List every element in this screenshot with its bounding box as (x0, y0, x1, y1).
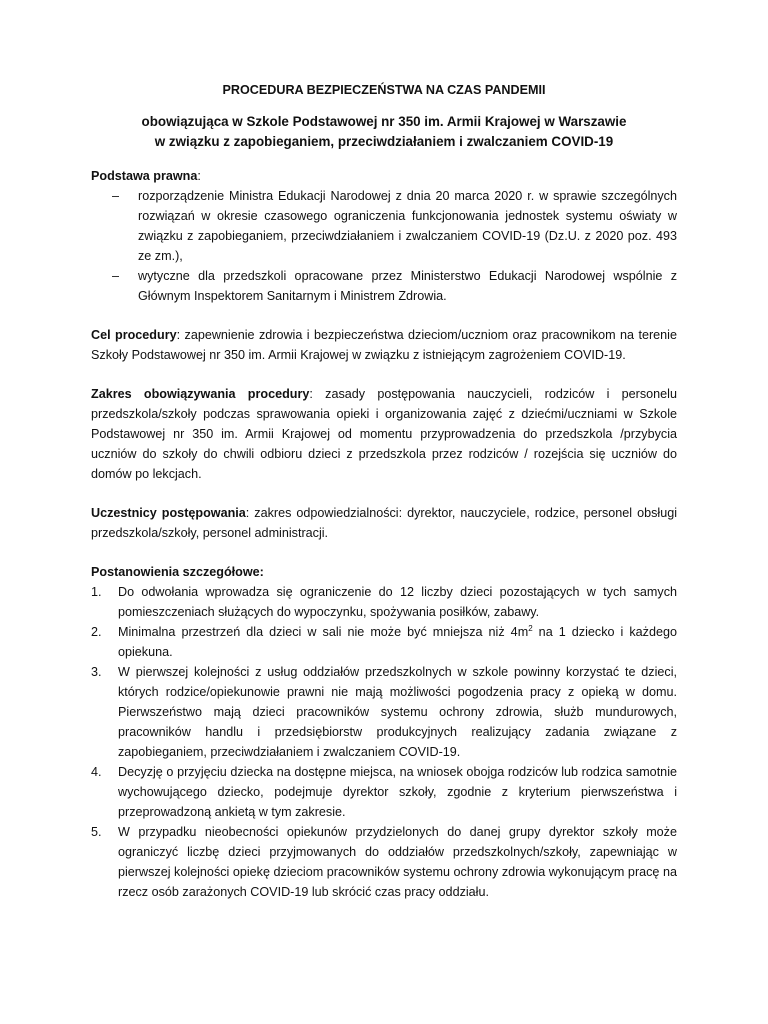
details-list (91, 582, 677, 902)
superscript-squared: 2 (528, 623, 533, 633)
details-heading: Postanowienia szczegółowe: (91, 565, 264, 579)
details-item-number: 3. (91, 665, 102, 679)
participants-paragraph (91, 503, 677, 543)
details-item-text (118, 625, 677, 659)
details-item (91, 662, 677, 762)
purpose-text: : zapewnienie zdrowia i bezpieczeństwa dzieciom/uczniom oraz pracownikom na terenie Szkoły Podstawowej nr 350 im. Armii Krajowej w związku z istniejącym zagrożeniem COVID-19. (91, 328, 677, 362)
details-item-number: 4. (91, 765, 102, 779)
document-title: PROCEDURA BEZPIECZEŃSTWA NA CZAS PANDEMII (222, 83, 546, 97)
details-item-text-after: na 1 dziecko i każdego opiekuna. (118, 625, 677, 659)
scope-paragraph (91, 384, 677, 484)
details-item (91, 622, 677, 662)
document-subtitle (91, 112, 677, 152)
details-item-text: Decyzję o przyjęciu dziecka na dostępne miejsca, na wniosek obojga rodziców lub rodzica samotnie wychowującego dziecko, podejmuje dyrektor szkoły, zgodnie z kryterium pierwszeństwa i przeprowadzoną ankietą w tym zakresie. (118, 765, 677, 819)
legal-basis-item-text: rozporządzenie Ministra Edukacji Narodowej z dnia 20 marca 2020 r. w sprawie szczególnych rozwiązań w okresie czasowego ograniczenia funkcjonowania jednostek systemu oświaty w związku z zapobieganiem, przeciwdziałaniem i zwalczaniem COVID-19 (Dz.U. z 2020 poz. 493 ze zm.), (138, 189, 677, 263)
details-item (91, 822, 677, 902)
details-item (91, 762, 677, 822)
details-item-number: 1. (91, 585, 102, 599)
purpose-label: Cel procedury (91, 328, 177, 342)
legal-basis-colon: : (197, 169, 201, 183)
legal-basis-item-text: wytyczne dla przedszkoli opracowane przez Ministerstwo Edukacji Narodowej wspólnie z Głównym Inspektorem Sanitarnym i Ministrem Zdrowia. (138, 269, 677, 303)
legal-basis-item (91, 266, 677, 306)
participants-text: : zakres odpowiedzialności: dyrektor, nauczyciele, rodzice, personel obsługi przedszkola/szkoły, personel administracji. (91, 506, 678, 540)
legal-basis-item (91, 186, 677, 266)
details-item-text: W przypadku nieobecności opiekunów przydzielonych do danej grupy dyrektor szkoły może ograniczyć liczbę dzieci przyjmowanych do oddziałów przedszkolnych/szkoły, zapewniając w pierwszej kolejności opiekę dzieciom pracowników systemu ochrony zdrowia wykonującym pracę na rzecz osób zarażonych COVID-19 lub skrócić czas pracy oddziału. (118, 825, 677, 899)
details-item (91, 582, 677, 622)
scope-text: : zasady postępowania nauczycieli, rodziców i personelu przedszkola/szkoły podczas sprawowania opieki i organizowania zajęć z dziećmi/uczniami w Szkole Podstawowej nr 350 im. Armii Krajowej od momentu przyprowadzenia do przedszkola /przybycia uczniów do szkoły do chwili odbioru dzieci z przedszkola przez rodziców / rozejścia się uczniów do domów po lekcjach. (91, 387, 677, 481)
subtitle-line-1: obowiązująca w Szkole Podstawowej nr 350 im. Armii Krajowej w Warszawie (141, 114, 627, 129)
subtitle-line-2: w związku z zapobieganiem, przeciwdziałaniem i zwalczaniem COVID-19 (154, 134, 614, 149)
details-item-number: 5. (91, 825, 102, 839)
legal-basis-list (91, 186, 677, 306)
legal-basis-heading (91, 166, 677, 186)
purpose-paragraph (91, 325, 677, 365)
legal-basis-item-marker: – (112, 189, 120, 203)
legal-basis-label: Podstawa prawna (91, 169, 198, 183)
participants-label: Uczestnicy postępowania (91, 506, 246, 520)
legal-basis-item-marker: – (112, 269, 120, 283)
details-item-number: 2. (91, 625, 102, 639)
details-item-text-before: Minimalna przestrzeń dla dzieci w sali nie może być mniejsza niż 4m (118, 625, 529, 639)
scope-label: Zakres obowiązywania procedury (91, 387, 310, 401)
details-item-text: W pierwszej kolejności z usług oddziałów przedszkolnych w szkole powinny korzystać te dzieci, których rodzice/opiekunowie prawni nie mają możliwości pogodzenia pracy z opieką w domu. Pierwszeństwo mają dzieci pracowników systemu ochrony zdrowia, służb mundurowych, pracowników handlu i przedsiębiorstw produkcyjnych realizujący zadania związane z zapobieganiem, przeciwdziałaniem i zwalczaniem COVID-19. (118, 665, 677, 759)
details-item-text: Do odwołania wprowadza się ograniczenie do 12 liczby dzieci pozostających w tych samych pomieszczeniach służących do wypoczynku, spożywania posiłków, zabawy. (118, 585, 677, 619)
